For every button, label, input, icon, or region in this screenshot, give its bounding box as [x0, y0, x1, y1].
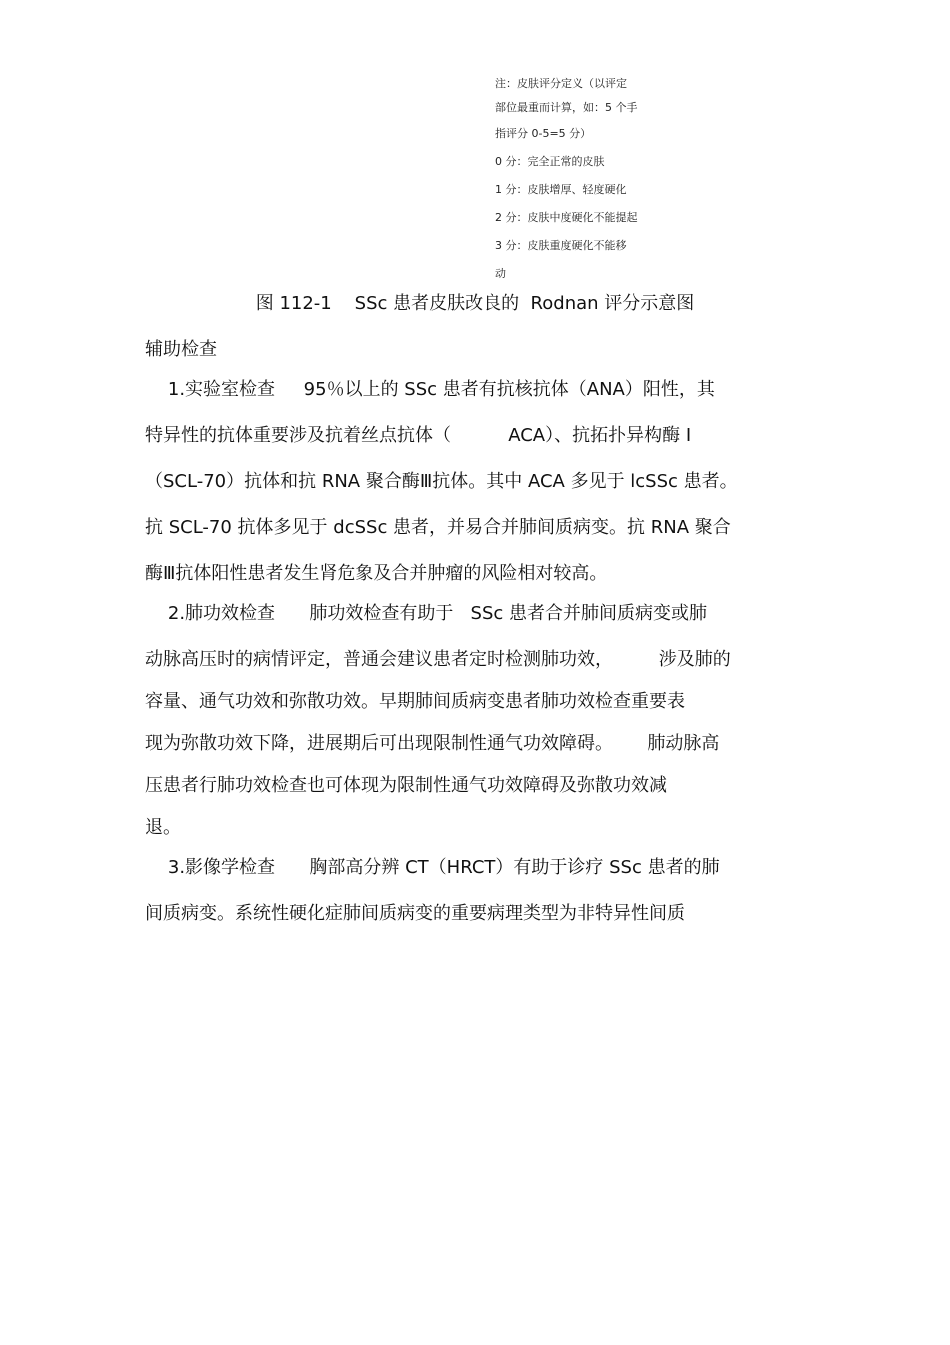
paragraph-line: 退。	[145, 817, 181, 838]
paragraph-line: 特异性的抗体重要涉及抗着丝点抗体（ ACA）、抗拓扑异构酶 I	[145, 425, 692, 446]
paragraph-line: 压患者行肺功效检查也可体现为限制性通气功效障碍及弥散功效减	[145, 775, 667, 796]
figure-caption: 图 112-1 SSc 患者皮肤改良的 Rodnan 评分示意图	[255, 293, 695, 314]
note-line-5: 1 分：皮肤增厚、轻度硬化	[495, 183, 627, 196]
note-line-4: 0 分：完全正常的皮肤	[495, 155, 605, 168]
paragraph-line: 现为弥散功效下降，进展期后可出现限制性通气功效障碍。 肺动脉高	[145, 733, 720, 754]
paragraph-line: 1.实验室检查 95％以上的 SSc 患者有抗核抗体（ANA）阳性，其	[145, 379, 715, 400]
note-line-8: 动	[495, 267, 506, 280]
paragraph-line: （SCL-70）抗体和抗 RNA 聚合酶Ⅲ抗体。其中 ACA 多见于 lcSSc 患者。	[145, 471, 738, 492]
note-line-2: 部位最重而计算，如：5 个手	[495, 101, 638, 114]
note-line-7: 3 分：皮肤重度硬化不能移	[495, 239, 627, 252]
section-heading: 辅助检查	[145, 339, 217, 360]
paragraph-line: 容量、通气功效和弥散功效。早期肺间质病变患者肺功效检查重要表	[145, 691, 685, 712]
note-line-6: 2 分：皮肤中度硬化不能提起	[495, 211, 638, 224]
paragraph-line: 抗 SCL-70 抗体多见于 dcSSc 患者，并易合并肺间质病变。抗 RNA 聚合	[145, 517, 731, 538]
paragraph-line: 3.影像学检查 胸部高分辨 CT（HRCT）有助于诊疗 SSc 患者的肺	[145, 857, 720, 878]
note-line-3: 指评分 0-5=5 分）	[495, 127, 592, 140]
skin-score-note	[495, 72, 695, 288]
paragraph-line: 间质病变。系统性硬化症肺间质病变的重要病理类型为非特异性间质	[145, 903, 685, 924]
paragraph-line: 动脉高压时的病情评定，普通会建议患者定时检测肺功效， 涉及肺的	[145, 649, 731, 670]
paragraph-line: 酶Ⅲ抗体阳性患者发生肾危象及合并肿瘤的风险相对较高。	[145, 563, 608, 584]
paragraph-line: 2.肺功效检查 肺功效检查有助于 SSc 患者合并肺间质病变或肺	[145, 603, 708, 624]
note-line-1: 注：皮肤评分定义（以评定	[495, 77, 627, 90]
